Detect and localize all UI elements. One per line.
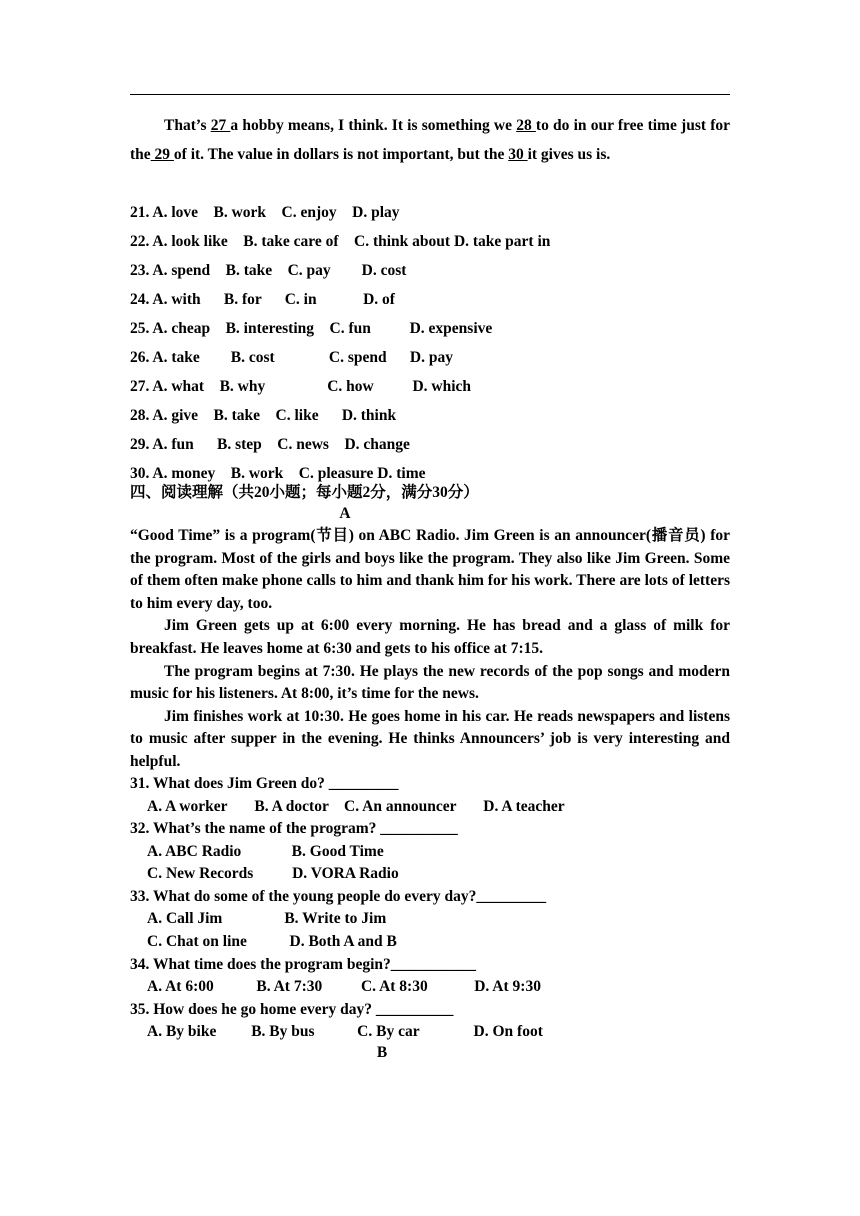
passage-paragraph: Jim finishes work at 10:30. He goes home in his car. He reads newspapers and listens to music after supper in the evening. He thinks Announcers’ job is very interesting and helpful. (130, 707, 730, 770)
cloze-option-row: 23. A. spend B. take C. pay D. cost (130, 262, 407, 279)
passage-paragraph: “Good Time” is a program(节目) on ABC Radio. Jim Green is an announcer(播音员) for the program. Most of the girls and boys like the program. They also like Jim Green. Some of them often make phone calls to him and thank him for his work. There are lots of letters to him every day, too. (130, 527, 730, 612)
cloze-option-row: 29. A. fun B. step C. news D. change (130, 436, 410, 453)
passage-a (130, 525, 730, 774)
passage-paragraph: The program begins at 7:30. He plays the new records of the pop songs and modern music for his listeners. At 8:00, it’s time for the news. (130, 662, 730, 703)
cloze-text: to do in our free time just for the (130, 117, 730, 163)
question-35-options: A. By bike B. By bus C. By car D. On foot (147, 1023, 543, 1040)
cloze-option-row: 28. A. give B. take C. like D. think (130, 407, 397, 424)
cloze-option-row: 26. A. take B. cost C. spend D. pay (130, 349, 453, 366)
blank-30: 30 (508, 146, 528, 163)
question-31: 31. What does Jim Green do? _________ (130, 775, 399, 792)
question-31-options: A. A worker B. A doctor C. An announcer D. A teacher (147, 798, 565, 815)
cloze-text: That’s (164, 117, 211, 134)
cloze-passage-tail (130, 111, 730, 169)
question-33-options: C. Chat on line D. Both A and B (147, 933, 397, 950)
section-title: 四、阅读理解（共20小题；每小题2分，满分30分） (130, 484, 479, 501)
question-32-options: C. New Records D. VORA Radio (147, 865, 399, 882)
cloze-option-row: 30. A. money B. work C. pleasure D. time (130, 465, 426, 482)
cloze-text: it gives us is. (527, 146, 611, 163)
question-35: 35. How does he go home every day? __________ (130, 1001, 454, 1018)
passage-a-label: A (339, 505, 351, 522)
cloze-text: a hobby means, I think. It is something we (230, 117, 517, 134)
question-34-options: A. At 6:00 B. At 7:30 C. At 8:30 D. At 9:30 (147, 978, 541, 995)
header-rule (130, 94, 730, 95)
passage-paragraph: Jim Green gets up at 6:00 every morning. He has bread and a glass of milk for breakfast. He leaves home at 6:30 and gets to his office at 7:15. (130, 617, 730, 657)
cloze-options (130, 198, 730, 488)
cloze-option-row: 27. A. what B. why C. how D. which (130, 378, 472, 395)
cloze-option-row: 25. A. cheap B. interesting C. fun D. expensive (130, 320, 493, 337)
cloze-option-row: 24. A. with B. for C. in D. of (130, 291, 395, 308)
passage-b-label: B (376, 1044, 388, 1061)
question-32-options: A. ABC Radio B. Good Time (147, 843, 384, 860)
blank-27: 27 (210, 117, 231, 134)
cloze-text: of it. The value in dollars is not important, but the (173, 146, 509, 163)
question-33: 33. What do some of the young people do every day?_________ (130, 888, 547, 905)
blank-29: 29 (150, 146, 174, 163)
question-33-options: A. Call Jim B. Write to Jim (147, 910, 387, 927)
question-34: 34. What time does the program begin?___________ (130, 956, 477, 973)
cloze-option-row: 21. A. love B. work C. enjoy D. play (130, 204, 400, 221)
question-32: 32. What’s the name of the program? __________ (130, 820, 458, 837)
cloze-option-row: 22. A. look like B. take care of C. think about D. take part in (130, 233, 551, 250)
blank-28: 28 (516, 117, 536, 134)
